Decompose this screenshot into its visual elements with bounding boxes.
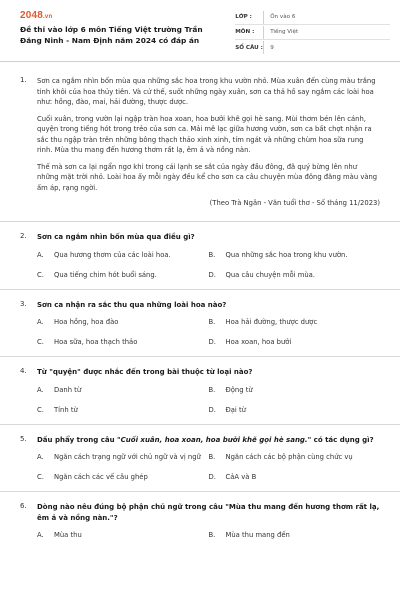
option-text: Ngăn cách trạng ngữ với chủ ngữ và vị ngữ [54,453,201,461]
option-letter: A. [37,318,44,326]
question-number: 1. [20,76,27,84]
meta-value: 9 [270,44,274,51]
answer-option-a[interactable] [37,386,209,394]
option-letter: B. [208,250,216,259]
option-text: Mùa thu [54,531,82,539]
answer-option-c[interactable] [37,473,209,481]
answer-options [20,251,380,279]
answer-option-d[interactable] [209,406,381,414]
option-letter: A. [37,385,44,394]
logo-main: 2048 [20,10,44,21]
option-letter: A. [37,250,44,259]
option-text: Danh từ [54,385,82,394]
meta-divider [263,41,264,54]
option-text: Qua hương thơm của các loài hoa. [54,250,171,259]
question-number: 3. [20,299,27,308]
question-3 [0,290,400,358]
answer-option-d[interactable] [209,271,381,279]
meta-label: MÔN : [235,29,255,35]
option-letter: D. [208,338,216,346]
option-letter: B. [208,385,216,394]
page-header [0,0,400,62]
meta-divider [263,11,264,24]
passage-paragraph: Thế mà sơn ca lại ngẩn ngơ khi trong cái lạnh se sắt của ngày đầu đông, đã quý bừng lên như những mặt trời nhỏ. Loài hoa ấy mỗi ngày đều kể cho sơn ca câu chuyện mùa đông đăng màu vàng ấm áp, rạng ngời. [37,162,378,192]
option-text: CảA và B [225,473,257,481]
meta-value: Tiếng Việt [270,29,299,35]
option-letter: B. [208,453,216,461]
option-letter: D. [208,270,216,279]
answer-option-a[interactable] [37,251,209,259]
option-text: Hoa xoan, hoa bưởi [225,338,292,346]
answer-option-a[interactable] [37,531,209,539]
option-text: Động từ [225,385,253,394]
meta-label: LỚP : [235,14,252,20]
meta-value: Ôn vào 6 [270,14,296,20]
answer-option-d[interactable] [209,338,381,346]
answer-options [20,318,380,346]
meta-divider [263,26,264,39]
option-text: Hoa hải đường, thược dược [225,318,318,326]
question-2 [0,222,400,290]
answer-options [20,386,380,414]
question-6 [0,492,400,549]
option-letter: C. [37,270,44,279]
option-text: Ngăn cách các vế câu ghép [54,473,148,481]
meta-label: SỐ CÂU : [235,44,263,51]
option-text: Qua câu chuyện mỗi mùa. [225,270,315,279]
question-text: Sơn ca ngắm nhìn bốn mùa qua điều gì? [37,233,195,241]
meta-row-count [235,40,390,55]
question-text: Từ "quyện" được nhắc đến trong bài thuộc từ loại nào? [37,368,253,376]
passage-source: (Theo Trà Ngân - Văn tuổi thơ - Số tháng 11/2023) [209,199,380,207]
question-text-lead: Dòng nào nêu đúng bộ phận chủ ngữ trong câu [37,503,226,511]
meta-row-subject [235,25,390,40]
passage-paragraph: Cuối xuân, trong vườn lại ngập tràn hoa xoan, hoa bưởi khẽ gọi hè sang. Mùi thơm bén lên cánh, quyện trong tiếng hót trong trẻo của sơn ca. Mải mê lạc giữa hương vườn, sơn ca bất chợt nhận ra sắc thu ngập tràn trên những bông thạch thảo xinh xinh, tím ngát và những chùm hoa sữa rung rinh. Mùa thu mang đến hương thơm rất lạ, êm ả và nồng nàn. [37,114,372,154]
option-letter: C. [37,405,44,414]
question-number: 4. [20,367,27,375]
question-number: 6. [20,502,27,510]
passage-body [37,76,380,207]
option-letter: B. [208,318,216,326]
question-4 [0,357,400,425]
option-text: Hoa hồng, hoa đào [54,318,119,326]
question-quote: "Cuối xuân, hoa xoan, hoa bưởi khẽ gọi hè sang." [117,435,312,444]
option-text: Mùa thu mang đến [225,531,290,539]
answer-option-b[interactable] [209,251,381,259]
question-5 [0,425,400,493]
question-quote: "Mùa thu mang đến hương thơm rất lạ, êm ả và nồng nàn."? [37,503,380,522]
answer-option-a[interactable] [37,318,209,326]
question-1-passage [0,62,400,222]
option-letter: C. [37,338,44,346]
question-text-lead: Dấu phẩy trong câu [37,435,118,444]
question-number: 2. [20,232,27,240]
logo-suffix: .vn [43,14,53,20]
option-text: Ngăn cách các bộ phận cùng chức vụ [225,453,353,461]
meta-table [235,10,390,61]
site-logo[interactable] [20,10,223,21]
answer-option-d[interactable] [209,473,381,481]
option-letter: D. [208,405,216,414]
answer-options [20,531,380,539]
option-text: Đại từ [225,405,246,414]
answer-options [20,453,380,481]
question-number: 5. [20,434,27,443]
option-text: Tính từ [54,405,78,414]
answer-option-b[interactable] [209,453,381,461]
answer-option-b[interactable] [209,386,381,394]
question-text: Sơn ca nhận ra sắc thu qua những loài hoa nào? [37,300,227,309]
option-text: Qua tiếng chim hót buổi sáng. [54,270,157,279]
option-text: Qua những sắc hoa trong khu vườn. [225,250,348,259]
question-text [37,502,380,523]
answer-option-a[interactable] [37,453,209,461]
header-left [20,10,223,61]
answer-option-c[interactable] [37,271,209,279]
option-letter: D. [208,473,216,481]
option-letter: A. [37,531,44,539]
question-text [37,435,374,446]
answer-option-c[interactable] [37,338,209,346]
question-text-tail: có tác dụng gì? [311,435,374,444]
document-title: Đề thi vào lớp 6 môn Tiếng Việt trường Trần Đăng Ninh - Nam Định năm 2024 có đáp án [20,25,203,45]
answer-option-b[interactable] [209,531,381,539]
passage-paragraph: Sơn ca ngắm nhìn bốn mùa qua những sắc hoa trong khu vườn nhỏ. Mùa xuân đến cùng màu trắng tinh khôi của hoa thủy tiên. Và cứ thế, suốt những ngày xuân, sơn ca thả hồ say ngắm các loài hoa như: hồng, đào, mai, hải đường, thược dược. [37,77,376,106]
meta-row-class [235,10,390,25]
answer-option-b[interactable] [209,318,381,326]
option-letter: A. [37,453,44,461]
answer-option-c[interactable] [37,406,209,414]
option-text: Hoa sữa, hoa thạch thảo [54,338,138,346]
option-letter: C. [37,473,44,481]
option-letter: B. [208,531,216,539]
